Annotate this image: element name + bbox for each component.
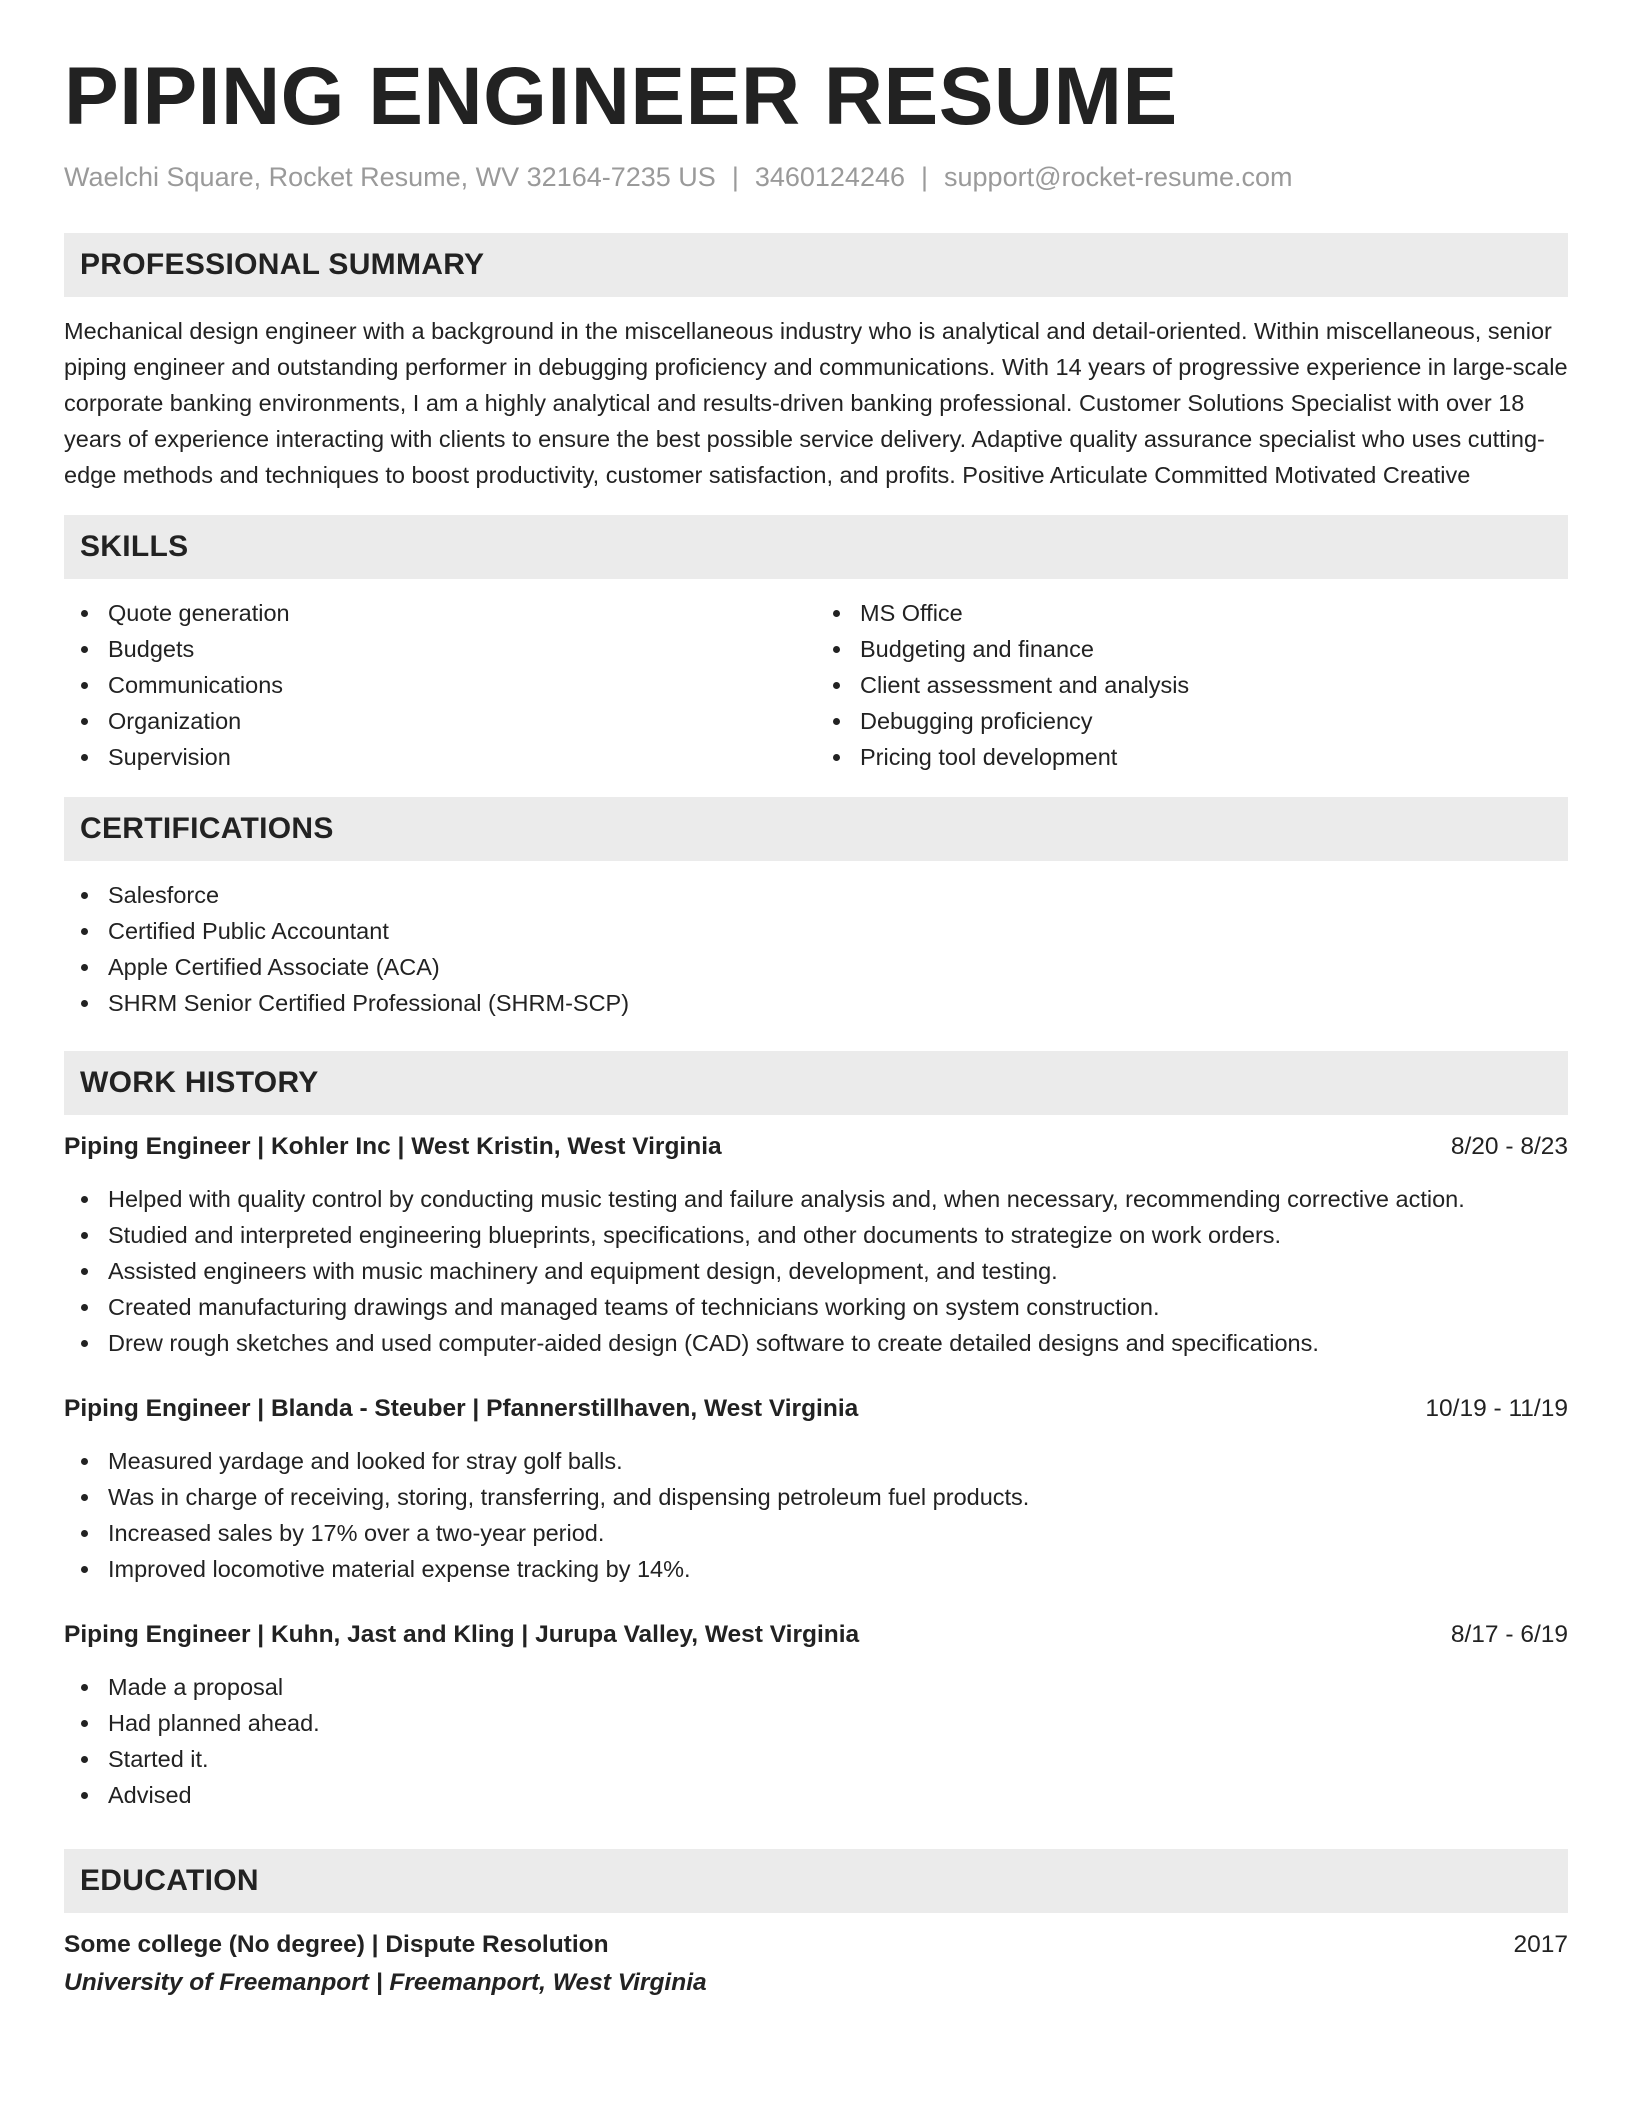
summary-section-header: [64, 233, 1568, 297]
certifications-heading: CERTIFICATIONS: [80, 812, 334, 846]
job-bullets: [64, 1181, 1568, 1361]
skill-item: Client assessment and analysis: [860, 667, 1568, 703]
summary-text: Mechanical design engineer with a background in the miscellaneous industry who is analytical and detail-oriented. Within miscellaneous, senior piping engineer and outstanding performer in debugging proficiency and communications. With 14 years of progressive experience in large-scale corporate banking environments, I am a highly analytical and results-driven banking professional. Customer Solutions Specialist with over 18 years of experience interacting with clients to ensure the best possible service delivery. Adaptive quality assurance specialist who uses cutting-edge methods and techniques to boost productivity, customer satisfaction, and profits. Positive Articulate Committed Motivated Creative: [64, 318, 1568, 489]
certification-item: SHRM Senior Certified Professional (SHRM-SCP): [108, 985, 1568, 1021]
education-year: 2017: [1513, 1931, 1568, 1959]
contact-line: [64, 160, 1568, 195]
job-header: [64, 1129, 1568, 1165]
work-section-header: [64, 1051, 1568, 1115]
skill-item: Quote generation: [108, 595, 816, 631]
skill-item: MS Office: [860, 595, 1568, 631]
job-bullet: Drew rough sketches and used computer-aided design (CAD) software to create detailed designs and specifications.: [108, 1325, 1568, 1361]
job-bullet: Started it.: [108, 1741, 1568, 1777]
certification-item: Certified Public Accountant: [108, 913, 1568, 949]
job-bullet: Assisted engineers with music machinery and equipment design, development, and testing.: [108, 1253, 1568, 1289]
education-degree: Some college (No degree) | Dispute Resolution: [64, 1931, 609, 1959]
job-entry: [64, 1129, 1568, 1361]
job-title: Piping Engineer | Kuhn, Jast and Kling | Jurupa Valley, West Virginia: [64, 1621, 860, 1649]
skill-item: Communications: [108, 667, 816, 703]
contact-separator: |: [731, 162, 739, 193]
job-title: Piping Engineer | Blanda - Steuber | Pfannerstillhaven, West Virginia: [64, 1395, 859, 1423]
job-bullet: Studied and interpreted engineering blueprints, specifications, and other documents to strategize on work orders.: [108, 1217, 1568, 1253]
skill-item: Debugging proficiency: [860, 703, 1568, 739]
education-school: University of Freemanport | Freemanport, West Virginia: [64, 1969, 707, 1997]
job-bullet: Increased sales by 17% over a two-year period.: [108, 1515, 1568, 1551]
job-entry: [64, 1391, 1568, 1587]
job-dates: 8/17 - 6/19: [1450, 1621, 1568, 1649]
job-title: Piping Engineer | Kohler Inc | West Kristin, West Virginia: [64, 1133, 722, 1161]
skills-column-right: [816, 595, 1568, 775]
job-dates: 10/19 - 11/19: [1425, 1395, 1568, 1423]
job-bullet: Was in charge of receiving, storing, transferring, and dispensing petroleum fuel products.: [108, 1479, 1568, 1515]
job-dates: 8/20 - 8/23: [1450, 1133, 1568, 1161]
skill-item: Supervision: [108, 739, 816, 775]
job-bullet: Made a proposal: [108, 1669, 1568, 1705]
certifications-list: [64, 877, 1568, 1021]
skills-list-right: [816, 595, 1568, 775]
education-header: [64, 1927, 1568, 1963]
resume-title: PIPING ENGINEER RESUME: [64, 51, 1178, 142]
job-entry: [64, 1617, 1568, 1813]
skill-item: Budgets: [108, 631, 816, 667]
contact-address: Waelchi Square, Rocket Resume, WV 32164-7235 US: [64, 162, 716, 193]
job-bullet: Created manufacturing drawings and managed teams of technicians working on system construction.: [108, 1289, 1568, 1325]
contact-email: support@rocket-resume.com: [944, 162, 1293, 193]
skill-item: Pricing tool development: [860, 739, 1568, 775]
skills-column-left: [64, 595, 816, 775]
contact-separator: |: [921, 162, 929, 193]
education-section-header: [64, 1849, 1568, 1913]
skills-heading: SKILLS: [80, 530, 189, 564]
summary-heading: PROFESSIONAL SUMMARY: [80, 248, 485, 282]
job-bullets: [64, 1669, 1568, 1813]
skills-section-header: [64, 515, 1568, 579]
job-bullet: Had planned ahead.: [108, 1705, 1568, 1741]
skill-item: Organization: [108, 703, 816, 739]
education-heading: EDUCATION: [80, 1864, 259, 1898]
job-bullets: [64, 1443, 1568, 1587]
certifications-section-header: [64, 797, 1568, 861]
job-header: [64, 1617, 1568, 1653]
skill-item: Budgeting and finance: [860, 631, 1568, 667]
skills-grid: [64, 595, 1568, 775]
certification-item: Salesforce: [108, 877, 1568, 913]
job-bullet: Helped with quality control by conducting music testing and failure analysis and, when necessary, recommending corrective action.: [108, 1181, 1568, 1217]
job-bullet: Advised: [108, 1777, 1568, 1813]
work-heading: WORK HISTORY: [80, 1066, 319, 1100]
certification-item: Apple Certified Associate (ACA): [108, 949, 1568, 985]
job-header: [64, 1391, 1568, 1427]
job-bullet: Improved locomotive material expense tracking by 14%.: [108, 1551, 1568, 1587]
skills-list-left: [64, 595, 816, 775]
job-bullet: Measured yardage and looked for stray golf balls.: [108, 1443, 1568, 1479]
contact-phone: 3460124246: [754, 162, 905, 193]
